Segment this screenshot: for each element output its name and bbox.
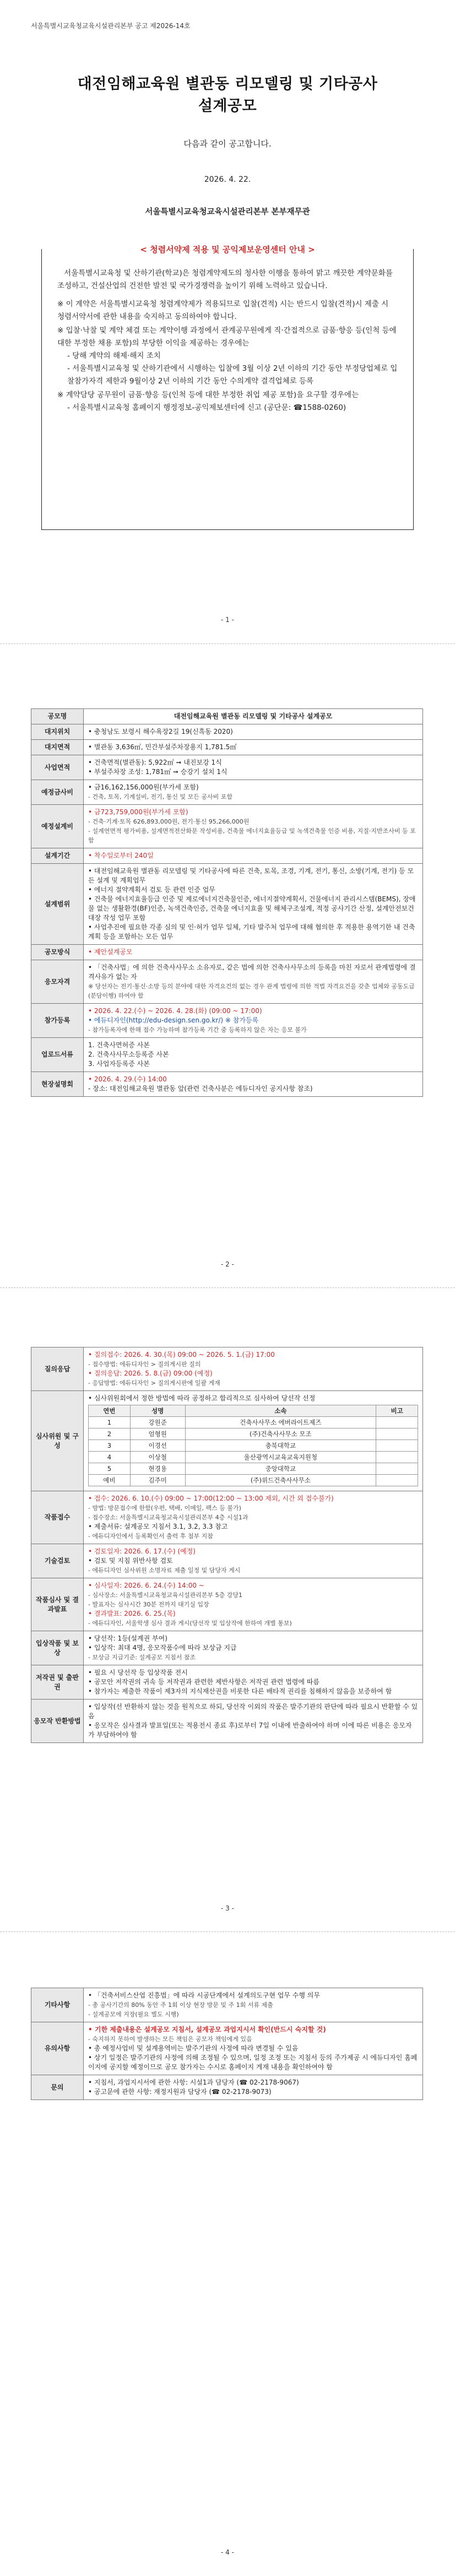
value-line: - 접수방법: 에듀디자인 > 질의게시판 질의: [88, 1361, 201, 1368]
cell: 5: [89, 1463, 131, 1475]
value-line: • 「건축서비스산업 진흥법」에 따라 시공단계에서 설계의도구현 업무 수행 의무: [88, 1991, 320, 1999]
table-row: [31, 1004, 423, 1038]
value-line: • 심사일자: 2026. 6. 24.(수) 14:00 ~: [88, 1582, 204, 1589]
value-line: • 입상작(선 반환하지 않는 것을 원칙으로 하되, 당선작 이외의 작품은 발주기관의 판단에 따라 필요시 반환할 수 있음: [88, 1703, 418, 1720]
value-line: ※ 당선자는 전기·통신·소방 등의 분야에 대한 자격요건의 없는 경우 관계 법령에 의한 적법 자격요건을 갖춘 업체와 공동도급(분담이행) 하여야 함: [88, 983, 415, 999]
value-line: • 접수: 2026. 6. 10.(수) 09:00 ~ 17:00(12:00 ~ 13:00 제외, 시간 외 접수불가): [88, 1495, 334, 1502]
row-value: [84, 1347, 423, 1391]
row-value: [84, 1391, 423, 1491]
row-label: 대지위치: [31, 724, 84, 740]
value-line: • 지침서, 과업지시서에 관한 사항: 시설1과 담당자 (☎ 02-2178-9067): [88, 2079, 299, 2086]
notice-bullet-3a: - 서울특별시교육청 홈페이지 행정정보-공익제보센터에 신고 (공단문: ☎1588-0260): [67, 403, 346, 412]
cell: [376, 1440, 418, 1452]
row-label: 예정금사비: [31, 780, 84, 805]
table-row: [31, 960, 423, 1004]
judges-header-row: [89, 1405, 418, 1417]
row-label: 대지면적: [31, 740, 84, 755]
row-label: 예정설계비: [31, 805, 84, 848]
row-value: [84, 1544, 423, 1578]
row-label: 입상작품 및 보상: [31, 1631, 84, 1665]
cell: 1: [89, 1417, 131, 1428]
row-label: 공모방식: [31, 945, 84, 960]
row-value: • 충청남도 보령시 해수욕장2길 19(신흑동 2020): [84, 724, 423, 740]
issuing-agency: 서울특별시교육청교육시설관리본부 본부재무관: [145, 208, 310, 217]
value-line: • 제출서류: 설계공모 지침서 3.1, 3.2, 3.3 참고: [88, 1523, 228, 1530]
page-divider: [0, 1287, 455, 1288]
row-label: 작품심사 및 결과발표: [31, 1578, 84, 1631]
value-line: • 대전임해교육원 별관동 리모델링 및 기타공사에 따른 건축, 토목, 조경, 기계, 전기, 통신, 소방(기계, 전기) 등 모든 설계 및 계획업무: [88, 867, 414, 884]
row-value: [84, 1665, 423, 1700]
value-line: • 상기 일정은 발주기관의 사정에 의해 조정될 수 있으며, 일정 조정 또는 지침서 등의 주가제공 시 에듀디자인 홈페이지에 공지할 예정이므로 공모 참가자는 수시로 홈페이지 게재 내용을 확인하여야 함: [88, 2054, 418, 2071]
table-row: [31, 805, 423, 848]
page-3: [0, 1289, 455, 1930]
value-line: - 참가등록자에 한해 접수 가능하며 참가등록 기간 중 등록하지 않은 자는 응모 불가: [88, 1026, 307, 1033]
value-line: • 질의접수: 2026. 4. 30.(목) 09:00 ~ 2026. 5. 1.(금) 17:00: [88, 1351, 275, 1359]
value-line: • 건축면적(별관동): 5,922㎡ ➞ 내진보강 1식: [88, 759, 222, 766]
announce-text: 다음과 같이 공고합니다.: [183, 139, 272, 149]
table-row: [31, 1700, 423, 1743]
value-line: • 질의응답: 2026. 5. 8.(금) 09:00 (예정): [88, 1370, 213, 1377]
row-label: 사업면적: [31, 755, 84, 780]
table-row: [31, 945, 423, 960]
value-line: • 응모작은 심사결과 발표일(또는 적용전시 종료 후)로부터 7일 이내에 반출하여야 하며 이에 따른 비용은 응모자가 부담하여야 함: [88, 1722, 412, 1739]
value-line: • 심사위원회에서 정한 방법에 따라 공정하고 합리적으로 심사하여 당선작 선정: [88, 1394, 316, 1402]
value-line: - 에듀디자인 심사위원 소명자료 제출 일정 및 담당자 게시: [88, 1567, 241, 1574]
registration-link[interactable]: • 에듀디자인(http://edu-design.sen.go.kr/) ※ 참가등록: [88, 1016, 259, 1024]
page-divider: [0, 643, 455, 644]
value-line: • 2026. 4. 29.(수) 14:00: [88, 1075, 167, 1083]
row-value: [84, 1578, 423, 1631]
value-line: - 장소: 대전임해교육원 별관동 앞(관련 건축사분은 에듀디자인 공지사항 참조): [88, 1085, 313, 1092]
value-line: 3. 사업자등록증 사본: [88, 1060, 150, 1068]
document-title-line2: 설계공모: [198, 98, 257, 115]
cell: 3: [89, 1440, 131, 1452]
notice-bullet-2a: - 당해 계약의 해제·해지 조치: [67, 351, 161, 360]
value-line: - 설계연면적 평가비용, 설계면적전산화문 작성비용, 건축물 에너지효율등급 및 녹색건축물 인증 비용, 지질·지반조사비 등 포함: [88, 827, 416, 844]
value-line: • 금16,162,156,000원(부가세 포함): [88, 783, 199, 791]
page-number-2: - 2 -: [221, 1260, 234, 1268]
column-header: 성명: [130, 1405, 185, 1417]
value-line: - 건축, 토목, 기계설비, 전기, 통신 및 모든 공사비 포함: [88, 793, 232, 800]
table-row: [31, 1072, 423, 1097]
value-line: • 필요 시 당선작 등 입상작품 전시: [88, 1669, 188, 1676]
value-line: • 부설주차장 조성: 1,781㎡ ➞ 승강기 설치 1식: [88, 768, 228, 776]
row-value: [84, 1004, 423, 1038]
row-value: [84, 1038, 423, 1072]
row-value: [84, 1491, 423, 1544]
value-line: • 입상작: 최대 4명, 응모작품수에 따라 보상금 지급: [88, 1644, 237, 1652]
page-2: [0, 645, 455, 1286]
value-line: - 숙지하지 못하여 발생하는 모든 책임은 공모자 책임에게 있음: [88, 2036, 252, 2043]
value-line: • 기한 제출내용은 설계공모 지침서, 설계공모 과업지시서 확인(반드시 숙지할 것): [88, 2026, 326, 2033]
row-label: 설계범위: [31, 864, 84, 945]
judge-row: [89, 1440, 418, 1452]
value-line: - 설계공모에 지장(필요 별도 시행): [88, 2011, 179, 2018]
page-number-3: - 3 -: [221, 1904, 234, 1912]
value-line: • 검토 및 지침 위반사항 검토: [88, 1557, 173, 1565]
judge-row: [89, 1428, 418, 1440]
cell: (주)위드건축사사무소: [185, 1475, 376, 1486]
value-line: - 건축·기계·토목 626,893,000원, 전기·통신 95,266,000원: [88, 818, 250, 825]
cell: (주)건축사사무소 모조: [185, 1428, 376, 1440]
row-label: 기술검토: [31, 1544, 84, 1578]
value-line: - 총 공사기간의 80% 동안 주 1회 이상 현장 방문 및 주 1회 서류 제출: [88, 2001, 273, 2009]
announcement-number: 서울특별시교육청교육시설관리본부 공고 제2026-14호: [31, 22, 191, 30]
row-label: 설계기간: [31, 848, 84, 864]
cell: 예비: [89, 1475, 131, 1486]
row-value: • 착수일로부터 240일: [84, 848, 423, 864]
row-label: 응모작 반환방법: [31, 1700, 84, 1743]
value-line: • 당선작: 1등(설계권 부여): [88, 1635, 167, 1642]
row-value: [84, 780, 423, 805]
page-1: [0, 0, 455, 639]
row-value: 대전임해교육원 별관동 리모델링 및 기타공사 설계공모: [84, 709, 423, 724]
table-row: [31, 2075, 423, 2100]
judge-row: [89, 1463, 418, 1475]
row-label: 업로드서류: [31, 1038, 84, 1072]
row-label: 참가등록: [31, 1004, 84, 1038]
cell: 4: [89, 1452, 131, 1463]
value-line: - 심사장소: 서울특별시교육청교육시설관리본부 5층 강당1: [88, 1592, 243, 1599]
notice-intro: 서울특별시교육청 및 산하기관(학교)은 청렴계약제도의 청사한 이행을 통하여 맑고 깨끗한 계약문화를 조성하고, 건설산업의 건전한 발전 및 국가경쟁력을 높이기 위해 노력하고 있습니다.: [57, 269, 393, 290]
cell: [376, 1475, 418, 1486]
value-line: • 금723,759,000원(부가세 포함): [88, 808, 188, 816]
value-line: - 에듀디자인에서 등록확인서 출력 후 첨부 지참: [88, 1533, 213, 1540]
notice-bullet-3: ※ 계약담당 공무원이 금품·향응 등(인척 등에 대한 부정한 취업 제공 포함)을 요구할 경우에는: [57, 391, 359, 399]
value-line: • 참가자는 제출한 작품이 제3자의 지식재산권을 비롯한 다른 배타적 권리를 침해하지 않음을 보증하여 함: [88, 1687, 392, 1695]
column-header: 연번: [89, 1405, 131, 1417]
row-value: • 제안설계공모: [84, 945, 423, 960]
cell: 엄형원: [130, 1428, 185, 1440]
table-row: [31, 1631, 423, 1665]
table-row: [31, 1491, 423, 1544]
document-title: 대전임해교육원 별관동 리모델링 및 기타공사: [77, 75, 378, 93]
row-label: 문의: [31, 2075, 84, 2100]
misc-table: [31, 1988, 423, 2100]
table-row: [31, 864, 423, 945]
overview-table: [31, 708, 423, 1097]
cell: 2: [89, 1428, 131, 1440]
row-value: [84, 1631, 423, 1665]
cell: 김주미: [130, 1475, 185, 1486]
cell: 이상철: [130, 1452, 185, 1463]
row-value: [84, 2075, 423, 2100]
table-row: [31, 1578, 423, 1631]
value-line: • 에너지 절약계획서 검토 등 관련 인증 업무: [88, 886, 215, 894]
row-label: 응모자격: [31, 960, 84, 1004]
row-label: 저작권 및 출판권: [31, 1665, 84, 1700]
row-value: [84, 1072, 423, 1097]
judge-row: [89, 1417, 418, 1428]
cell: 울산광역시교육교육지원청: [185, 1452, 376, 1463]
notice-bullet-2b: - 서울특별시교육청 및 산하기관에서 시행하는 입찰에 3월 이상 2년 이하의 기간 동안 부정당업체로 입찰참가자격 제한과 9월이상 2년 이하의 기간 동안 수의계약 결격업체로 등록: [67, 364, 398, 386]
value-line: • 건축물 에너지효율등급 인증 및 제로에너지건축물인증, 에너지절약계획서, 건물에너지 관리시스템(BEMS), 장애물 없는 생활환경(BF)인증, 녹색건축인증, 건축물 에너지효율 및 해체구조설계, 적정 공사기간 산정, 설계안전보건대장 작성 업무 포함: [88, 895, 416, 922]
cell: [376, 1452, 418, 1463]
value-line: - 보상금 지급기준: 설계공모 지침서 참조: [88, 1654, 196, 1661]
cell: 충북대학교: [185, 1440, 376, 1452]
value-line: - 에듀디자인, 서울학생 심사 결과 게시(당선작 및 입상작에 한하여 개별 통보): [88, 1620, 292, 1627]
announce-date: 2026. 4. 22.: [204, 175, 251, 184]
value-line: 2. 건축사사무소등록증 사본: [88, 1051, 169, 1058]
table-row: [31, 1988, 423, 2022]
row-label: 유의사항: [31, 2022, 84, 2075]
notice-bullet-1: ※ 이 계약은 서울특별시교육청 청렴계약제가 적용되므로 입찰(견적) 시는 반드시 입찰(견적)시 제출 시 청렴서약서에 관한 내용을 숙지하고 동의하여야 합니다.: [57, 300, 389, 321]
value-line: • 사업추진에 필요한 각종 심의 및 인·허가 업무 일체, 기타 발주처 업무에 대해 협의한 후 적용한 용역기한 내 건축계획 등을 포함하는 모든 업무: [88, 923, 415, 940]
table-row: [31, 848, 423, 864]
page-4: [0, 1933, 455, 2574]
judges-table: [88, 1405, 418, 1486]
value-line: 1. 건축사면허증 사본: [88, 1041, 150, 1049]
table-row: [31, 740, 423, 755]
row-value: [84, 2022, 423, 2075]
value-line: - 접수장소: 서울특별시교육청교육시설관리본부 4층 시설1과: [88, 1514, 248, 1521]
page-divider: [0, 1931, 455, 1932]
cell: [376, 1428, 418, 1440]
page-number-4: - 4 -: [221, 2548, 234, 2556]
table-row: [31, 709, 423, 724]
value-line: • 검토일자: 2026. 6. 17.(수) (예정): [88, 1547, 196, 1555]
integrity-notice-title: < 청렴서약제 적용 및 공익제보운영센터 안내 >: [136, 245, 319, 255]
table-row: [31, 1544, 423, 1578]
value-line: • 공고문에 관한 사항: 재정지원과 담당자 (☎ 02-2178-9073): [88, 2088, 272, 2096]
column-header: 소속: [185, 1405, 376, 1417]
table-row: [31, 1391, 423, 1491]
cell: [376, 1463, 418, 1475]
value-line: - 응답방법: 에듀디자인 > 질의게시판에 일괄 게재: [88, 1379, 220, 1387]
cell: [376, 1417, 418, 1428]
table-row: [31, 755, 423, 780]
row-value: • 별관동 3,636㎡, 민간부설주차장용지 1,781.5㎡: [84, 740, 423, 755]
judge-row: [89, 1452, 418, 1463]
row-value: [84, 1988, 423, 2022]
value-line: • 2026. 4. 22.(수) ~ 2026. 4. 28.(화) (09:00 ~ 17:00): [88, 1007, 262, 1015]
row-label: 심사위원 및 구성: [31, 1391, 84, 1491]
cell: 강원준: [130, 1417, 185, 1428]
row-label: 기타사항: [31, 1988, 84, 2022]
table-row: [31, 780, 423, 805]
cell: 건축사사무소 에버라이트제즈: [185, 1417, 376, 1428]
row-value: [84, 755, 423, 780]
schedule-table: [31, 1347, 423, 1743]
value-line: • 총 예정사업비 및 설계용역비는 발주기관의 사정에 따라 변경될 수 있음: [88, 2044, 299, 2052]
table-row: [31, 1038, 423, 1072]
notice-bullet-2: ※ 입찰·낙찰 및 계약 체결 또는 계약이행 과정에서 관계공무원에게 직·간접적으로 금품·향응 등(인척 등에 대한 부정한 채용 포함)의 부당한 이익을 제공하는 경우에는: [57, 326, 397, 348]
row-value: [84, 864, 423, 945]
value-line: • 공모안 저작권의 귀속 등 저작권과 관련한 제반사항은 저작권 관련 법령에 따름: [88, 1678, 319, 1686]
integrity-notice-box: [41, 245, 414, 530]
row-label: 현장설명회: [31, 1072, 84, 1097]
table-row: [31, 1665, 423, 1700]
cell: 중앙대학교: [185, 1463, 376, 1475]
judge-row: [89, 1475, 418, 1486]
page-number-1: - 1 -: [221, 616, 234, 624]
cell: 현경용: [130, 1463, 185, 1475]
column-header: 비고: [376, 1405, 418, 1417]
row-label: 작품접수: [31, 1491, 84, 1544]
value-line: - 발표자는 심사시간 30분 전까지 대기실 입장: [88, 1601, 209, 1608]
row-value: [84, 805, 423, 848]
value-line: • 「건축사법」에 의한 건축사사무소 소유자로, 같은 법에 의한 건축사사무소의 등록을 마친 자로서 관계법령에 결격사유가 없는 자: [88, 964, 416, 981]
value-line: • 결과발표: 2026. 6. 25.(목): [88, 1610, 176, 1617]
row-label: 공모명: [31, 709, 84, 724]
table-row: [31, 724, 423, 740]
row-value: [84, 960, 423, 1004]
row-value: [84, 1700, 423, 1743]
table-row: [31, 2022, 423, 2075]
value-line: - 방법: 방문접수에 한함(우편, 택배, 이메일, 팩스 등 불가): [88, 1505, 241, 1512]
table-row: [31, 1347, 423, 1391]
row-label: 질의응답: [31, 1347, 84, 1391]
cell: 이경선: [130, 1440, 185, 1452]
